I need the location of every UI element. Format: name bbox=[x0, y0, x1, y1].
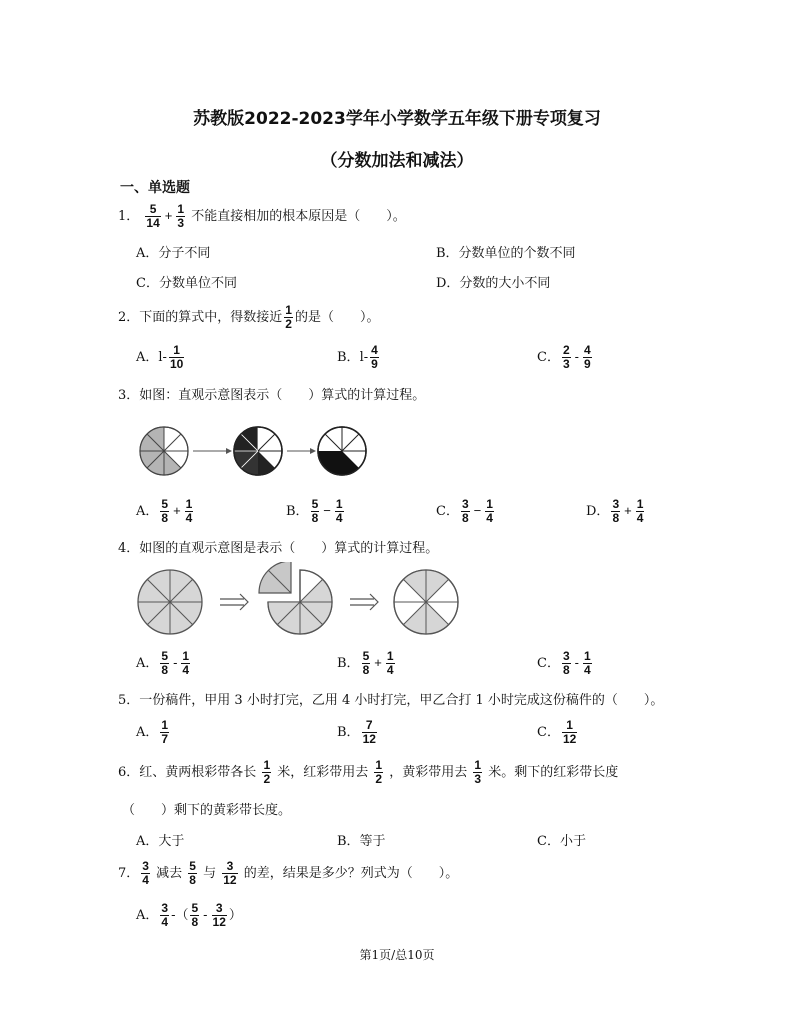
question-number: 4． bbox=[118, 541, 140, 556]
option-a[interactable]: A． $\frac{5}{8}$ + $\frac{1}{4}$ bbox=[136, 497, 193, 525]
fraction: $\frac{1}{2}$ bbox=[263, 758, 271, 786]
fraction: $\frac{1}{4}$ bbox=[583, 649, 591, 677]
fraction: $\frac{1}{3}$ bbox=[177, 202, 185, 230]
option-b[interactable]: B．分数单位的个数不同 bbox=[436, 246, 576, 261]
q3-pie-diagram bbox=[138, 420, 378, 482]
question-4 bbox=[118, 537, 438, 556]
option-c[interactable]: C． $\frac{1}{12}$ bbox=[537, 718, 577, 746]
fraction: $\frac{1}{3}$ bbox=[474, 758, 482, 786]
option-d[interactable]: D．分数的大小不同 bbox=[436, 276, 551, 291]
section-heading: 一、单选题 bbox=[120, 180, 190, 196]
question-5 bbox=[118, 689, 663, 708]
fraction: $\frac{3}{8}$ bbox=[461, 497, 469, 525]
option-a[interactable]: A．分子不同 bbox=[136, 246, 211, 261]
fraction: $\frac{1}{4}$ bbox=[386, 649, 394, 677]
question-7: 7． $\frac{3}{4}$ 减去 $\frac{5}{8}$ 与 $\frac{3}{12}$ 的差，结果是多少？列式为（ ）。 bbox=[118, 859, 459, 887]
option-d[interactable]: D． $\frac{3}{8}$ + $\frac{1}{4}$ bbox=[586, 497, 644, 525]
fraction: $\frac{1}{10}$ bbox=[169, 343, 184, 371]
option-a[interactable]: A． $\frac{1}{7}$ bbox=[136, 718, 169, 746]
option-b[interactable]: B． $\frac{7}{12}$ bbox=[337, 718, 376, 746]
fraction: $\frac{5}{8}$ bbox=[189, 859, 196, 887]
fraction: $\frac{5}{8}$ bbox=[362, 649, 370, 677]
fraction: $\frac{1}{4}$ bbox=[182, 649, 190, 677]
option-a[interactable]: A． $\frac{5}{8}$ - $\frac{1}{4}$ bbox=[136, 649, 190, 677]
fraction: $\frac{3}{4}$ bbox=[142, 859, 149, 887]
fraction: $\frac{4}{9}$ bbox=[371, 343, 378, 371]
fraction: $\frac{3}{8}$ bbox=[612, 497, 620, 525]
question-text: 如图：直观示意图表示（ ）算式的计算过程。 bbox=[139, 388, 426, 403]
page-footer: 第1页/总10页 bbox=[359, 948, 435, 962]
fraction: $\frac{7}{12}$ bbox=[362, 718, 376, 746]
question-text: 不能直接相加的根本原因是（ ）。 bbox=[191, 209, 406, 224]
option-c[interactable]: C． $\frac{3}{8}$ − $\frac{1}{4}$ bbox=[436, 497, 493, 525]
page-title: 苏教版2022-2023学年小学数学五年级下册专项复习 bbox=[193, 109, 601, 129]
fraction: $\frac{3}{12}$ bbox=[223, 859, 237, 887]
page-subtitle: （分数加法和减法） bbox=[320, 151, 474, 171]
fraction: $\frac{1}{7}$ bbox=[161, 718, 169, 746]
fraction: $\frac{3}{4}$ bbox=[161, 901, 169, 929]
question-number: 3． bbox=[118, 388, 140, 403]
fraction: $\frac{1}{2}$ bbox=[285, 303, 292, 331]
question-number: 5． bbox=[118, 693, 140, 708]
fraction: $\frac{4}{9}$ bbox=[583, 343, 591, 371]
question-3 bbox=[118, 384, 425, 403]
fraction: $\frac{1}{12}$ bbox=[562, 718, 577, 746]
question-number: 7． bbox=[118, 866, 140, 881]
option-a[interactable]: A．大于 bbox=[136, 834, 185, 849]
question-1: 1． $\frac{5}{14}$ + $\frac{1}{3}$ 不能直接相加的根本原因是（ ）。 bbox=[118, 202, 406, 230]
question-text: 如图的直观示意图是表示（ ）算式的计算过程。 bbox=[139, 541, 439, 556]
fraction: $\frac{1}{2}$ bbox=[375, 758, 383, 786]
question-number: 1． bbox=[118, 209, 140, 224]
fraction: $\frac{5}{8}$ bbox=[311, 497, 319, 525]
fraction: $\frac{1}{4}$ bbox=[185, 497, 193, 525]
fraction: $\frac{5}{8}$ bbox=[161, 497, 169, 525]
question-6: 6．红、黄两根彩带各长 $\frac{1}{2}$ 米，红彩带用去 $\frac{1}{2}$ ，黄彩带用去 $\frac{1}{3}$ 米。剩下的红彩带长度 bbox=[118, 758, 619, 786]
fraction: $\frac{1}{4}$ bbox=[486, 497, 493, 525]
option-c[interactable]: C． $\frac{3}{8}$ - $\frac{1}{4}$ bbox=[537, 649, 591, 677]
option-c[interactable]: C．分数单位不同 bbox=[136, 276, 237, 291]
fraction: $\frac{3}{8}$ bbox=[562, 649, 570, 677]
fraction: $\frac{1}{4}$ bbox=[335, 497, 343, 525]
option-c[interactable]: C．小于 bbox=[537, 834, 586, 849]
fraction: $\frac{5}{8}$ bbox=[191, 901, 199, 929]
fraction: $\frac{1}{4}$ bbox=[636, 497, 644, 525]
question-number: 6． bbox=[118, 765, 140, 780]
question-number: 2． bbox=[118, 310, 140, 325]
option-a[interactable]: A． $\frac{3}{4}$ -（ $\frac{5}{8}$ - $\frac{3}{12}$ ） bbox=[136, 901, 242, 929]
fraction: $\frac{5}{8}$ bbox=[161, 649, 169, 677]
option-c[interactable]: C． $\frac{2}{3}$ - $\frac{4}{9}$ bbox=[537, 343, 591, 371]
q4-pie-diagram bbox=[136, 562, 466, 640]
fraction: $\frac{2}{3}$ bbox=[562, 343, 570, 371]
option-a[interactable]: A．l- $\frac{1}{10}$ bbox=[136, 343, 184, 371]
fraction: $\frac{3}{12}$ bbox=[212, 901, 226, 929]
option-b[interactable]: B．l- $\frac{4}{9}$ bbox=[337, 343, 378, 371]
question-text: 一份稿件，甲用 3 小时打完，乙用 4 小时打完，甲乙合打 1 小时完成这份稿件的（ ）。 bbox=[139, 693, 664, 708]
fraction: $\frac{5}{14}$ bbox=[146, 202, 160, 230]
question-6-line2: （ ）剩下的黄彩带长度。 bbox=[122, 803, 292, 818]
option-b[interactable]: B．等于 bbox=[337, 834, 386, 849]
question-2: 2．下面的算式中，得数接近 $\frac{1}{2}$ 的是（ ）。 bbox=[118, 303, 380, 331]
option-b[interactable]: B． $\frac{5}{8}$ + $\frac{1}{4}$ bbox=[337, 649, 394, 677]
option-b[interactable]: B． $\frac{5}{8}$ − $\frac{1}{4}$ bbox=[286, 497, 343, 525]
